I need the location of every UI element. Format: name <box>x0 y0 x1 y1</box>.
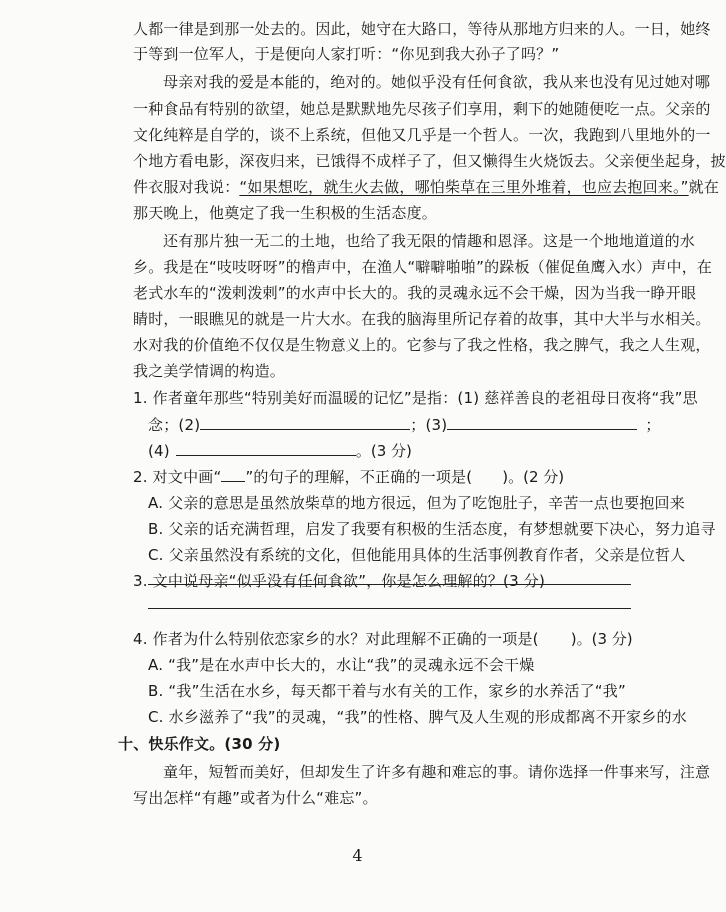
passage-line: 那天晚上，他奠定了我一生积极的生活态度。 <box>133 204 438 222</box>
passage-line: 还有那片独一无二的土地，也给了我无限的情趣和恩泽。这是一个地地道道的水 <box>163 232 696 250</box>
q4-option-c[interactable]: C. 水乡滋养了“我”的灵魂，“我”的性格、脾气及人生观的形成都离不开家乡的水 <box>148 708 687 726</box>
answer-blank-4[interactable] <box>176 441 356 456</box>
q4-stem-part: 4. 作者为什么特别依恋家乡的水？对此理解不正确的一项是( <box>133 630 539 648</box>
question-2-stem <box>133 468 564 486</box>
q4-option-a[interactable]: A. “我”是在水声中长大的，水让“我”的灵魂永远不会干燥 <box>148 656 535 674</box>
underlined-sentence: “如果想吃，就生火去做，哪怕柴草在三里外堆着，也应去抱回来。” <box>239 178 689 196</box>
answer-line[interactable] <box>148 584 631 585</box>
passage-line: 乡。我是在“吱吱呀呀”的橹声中，在渔人“噼噼啪啪”的跺板（催促鱼鹰入水）声中，在 <box>133 258 713 276</box>
q1-label-4: (4) <box>148 442 170 460</box>
passage-line: 我之美学情调的构造。 <box>133 362 286 380</box>
question-3-stem: 3. 文中说母亲“似乎没有任何食欲”，你是怎么理解的？(3 分) <box>133 572 546 590</box>
q2-score: )。(2 分) <box>502 468 565 486</box>
q4-score: )。(3 分) <box>570 630 633 648</box>
question-1-line2 <box>148 415 661 434</box>
passage-line: 于等到一位军人，于是便向人家打听：“你见到我大孙子了吗？” <box>133 45 560 63</box>
section-10-title: 十、快乐作文。(30 分) <box>118 735 281 753</box>
question-1-stem: 1. 作者童年那些“特别美好而温暖的记忆”是指：(1) 慈祥善良的老祖母日夜将“我”思 <box>133 389 698 407</box>
q2-option-c[interactable]: C. 父亲虽然没有系统的文化，但他能用具体的生活事例教育作者，父亲是位哲人 <box>148 546 686 564</box>
passage-line <box>133 178 719 196</box>
answer-line[interactable] <box>148 608 631 609</box>
passage-line: 一种食品有特别的欲望，她总是默默地先尽孩子们享用，剩下的她随便吃一点。父亲的 <box>133 100 711 118</box>
q2-option-a[interactable]: A. 父亲的意思是虽然放柴草的地方很远，但为了吃饱肚子，辛苦一点也要抱回来 <box>148 494 685 512</box>
q2-option-b[interactable]: B. 父亲的话充满哲理，启发了我要有积极的生活态度，有梦想就要下决心，努力追寻 <box>148 520 716 538</box>
passage-text: 就在 <box>688 178 720 196</box>
passage-text: 件衣服对我说： <box>133 178 240 196</box>
q1-score: 。(3 分) <box>355 442 412 460</box>
q2-stem-part: 2. 对文中画“ <box>133 468 222 486</box>
passage-line: 母亲对我的爱是本能的，绝对的。她似乎没有任何食欲，我从来也没有见过她对哪 <box>163 73 711 91</box>
answer-blank-3[interactable] <box>447 415 637 430</box>
passage-line: 人都一律是到那一处去的。因此，她守在大路口，等待从那地方归来的人。一日，她终 <box>133 20 711 38</box>
passage-line: 文化纯粹是自学的，谈不上系统，但他又几乎是一个哲人。一次，我跑到八里地外的一 <box>133 126 711 144</box>
question-1-line3 <box>148 441 412 460</box>
question-4-stem <box>133 630 633 648</box>
q1-label-2: 念；(2) <box>148 416 201 434</box>
section-10-prompt: 童年，短暂而美好，但却发生了许多有趣和难忘的事。请你选择一件事来写，注意 <box>163 763 711 781</box>
answer-blank-2[interactable] <box>200 415 410 430</box>
passage-line: 睛时，一眼瞧见的就是一片大水。在我的脑海里所记存着的故事，其中大半与水相关。 <box>133 310 711 328</box>
section-10-prompt: 写出怎样“有趣”或者为什么“难忘”。 <box>133 789 378 807</box>
q2-stem-part: ”的句子的理解，不正确的一项是( <box>245 468 473 486</box>
q1-label-3: ；(3) <box>410 416 448 434</box>
passage-line: 水对我的价值绝不仅仅是生物意义上的。它参与了我之性格，我之脾气，我之人生观， <box>133 336 711 354</box>
q4-option-b[interactable]: B. “我”生活在水乡，每天都干着与水有关的工作，家乡的水养活了“我” <box>148 682 626 700</box>
passage-line: 个地方看电影，深夜归来，已饿得不成样子了，但又懒得生火烧饭去。父亲便坐起身，披 <box>133 152 726 170</box>
page-number: 4 <box>352 846 363 865</box>
q1-semicolon: ； <box>645 416 661 434</box>
passage-line: 老式水车的“泼剌泼剌”的水声中长大的。我的灵魂永远不会干燥，因为当我一睁开眼 <box>133 284 697 302</box>
underline-mark <box>221 469 245 482</box>
